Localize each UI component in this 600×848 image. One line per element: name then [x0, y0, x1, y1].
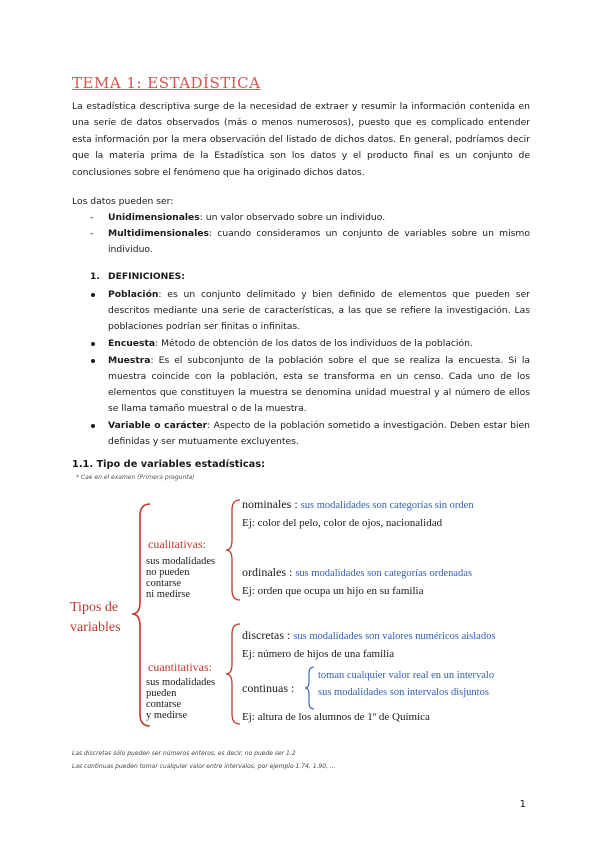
root-label: variables: [70, 620, 121, 635]
nominales-example: Ej: color del pelo, color de ojos, nacionalidad: [242, 517, 443, 529]
list-item: Encuesta: Método de obtención de los datos de los individuos de la población.: [72, 336, 530, 352]
page-title: TEMA 1: ESTADÍSTICA: [72, 74, 261, 92]
cuantitativas-label: cuantitativas:: [148, 660, 212, 674]
bullet-icon: [91, 293, 95, 297]
data-types-list: [72, 210, 530, 258]
continuas-brace: [305, 667, 314, 709]
list-item: Población: es un conjunto delimitado y bien definido de elementos que pueden ser descritos mediante una serie de características, a las que se refiere la investigación. Las poblaciones podrían ser finitas o infinitas.: [72, 287, 530, 335]
data-types-lead: Los datos pueden ser:: [72, 196, 174, 207]
continuas-def-2: sus modalidades son intervalos disjuntos: [318, 687, 489, 698]
bullet-icon: [91, 342, 95, 346]
exam-note: * Cae en el examen (Primera pregunta): [76, 474, 195, 481]
subsection-heading: 1.1. Tipo de variables estadísticas:: [72, 459, 265, 470]
bullet-icon: [91, 424, 95, 428]
definitions-list: [72, 287, 530, 450]
list-item: Muestra: Es el subconjunto de la población sobre el que se realiza la encuesta. Si la muestra coincide con la población, esta se transforma en un censo. Cada uno de los elementos que constituyen la muestra se denomina unidad muestral y al número de ellos se llama tamaño muestral o de la muestra.: [72, 353, 530, 417]
discretas-row: discretas : sus modalidades son valores numéricos aislados: [242, 628, 496, 642]
continuas-label: continuas :: [242, 681, 295, 695]
nominales-row: nominales : sus modalidades son categorías sin orden: [242, 497, 474, 511]
cualitativas-brace: [226, 500, 240, 600]
list-item: - Multidimensionales: cuando consideramos un conjunto de variables sobre un mismo individuo.: [90, 228, 530, 255]
continuas-example: Ej: altura de los alumnos de 1º de Química: [242, 711, 430, 723]
root-label: Tipos de: [70, 600, 119, 615]
footnote: Las discretas sólo pueden ser números enteros, es decir, no puede ser 1.2: [72, 750, 296, 757]
cualitativas-desc: sus modalidades no pueden contarse ni medirse: [146, 556, 216, 600]
footnote: Las continuas pueden tomar cualquier valor entre intervalos, por ejemplo 1.74, 1.90, ...: [72, 763, 336, 770]
ordinales-row: ordinales : sus modalidades son categorías ordenadas: [242, 565, 473, 579]
list-item: Variable o carácter: Aspecto de la población sometido a investigación. Deben estar bien definidas y ser mutuamente excluyentes.: [72, 418, 530, 450]
ordinales-example: Ej: orden que ocupa un hijo en su familia: [242, 585, 424, 597]
cuantitativas-brace: [226, 624, 240, 724]
cuantitativas-desc: sus modalidades pueden contarse y medirse: [146, 677, 216, 721]
variable-types-diagram: [62, 492, 540, 737]
intro-paragraph: La estadística descriptiva surge de la necesidad de extraer y resumir la información contenida en una serie de datos observados (más o menos numerosos), puesto que es complicado entender esta información por la mera observación del listado de dichos datos. En general, podríamos decir que la materia prima de la Estadística son los datos y el producto final es un conjunto de conclusiones sobre el fenómeno que ha originado dichos datos.: [72, 101, 530, 178]
term: Unidimensionales: [108, 212, 200, 223]
continuas-def-1: toman cualquier valor real en un intervalo: [318, 670, 495, 681]
section-heading: 1. DEFINICIONES:: [90, 271, 185, 282]
bullet-icon: [91, 359, 95, 363]
term: Multidimensionales: [108, 228, 209, 239]
cualitativas-label: cualitativas:: [148, 537, 206, 551]
list-item: - Unidimensionales: un valor observado sobre un individuo.: [90, 212, 386, 223]
page-number: 1: [519, 799, 526, 810]
discretas-example: Ej: número de hijos de una familia: [242, 648, 395, 660]
